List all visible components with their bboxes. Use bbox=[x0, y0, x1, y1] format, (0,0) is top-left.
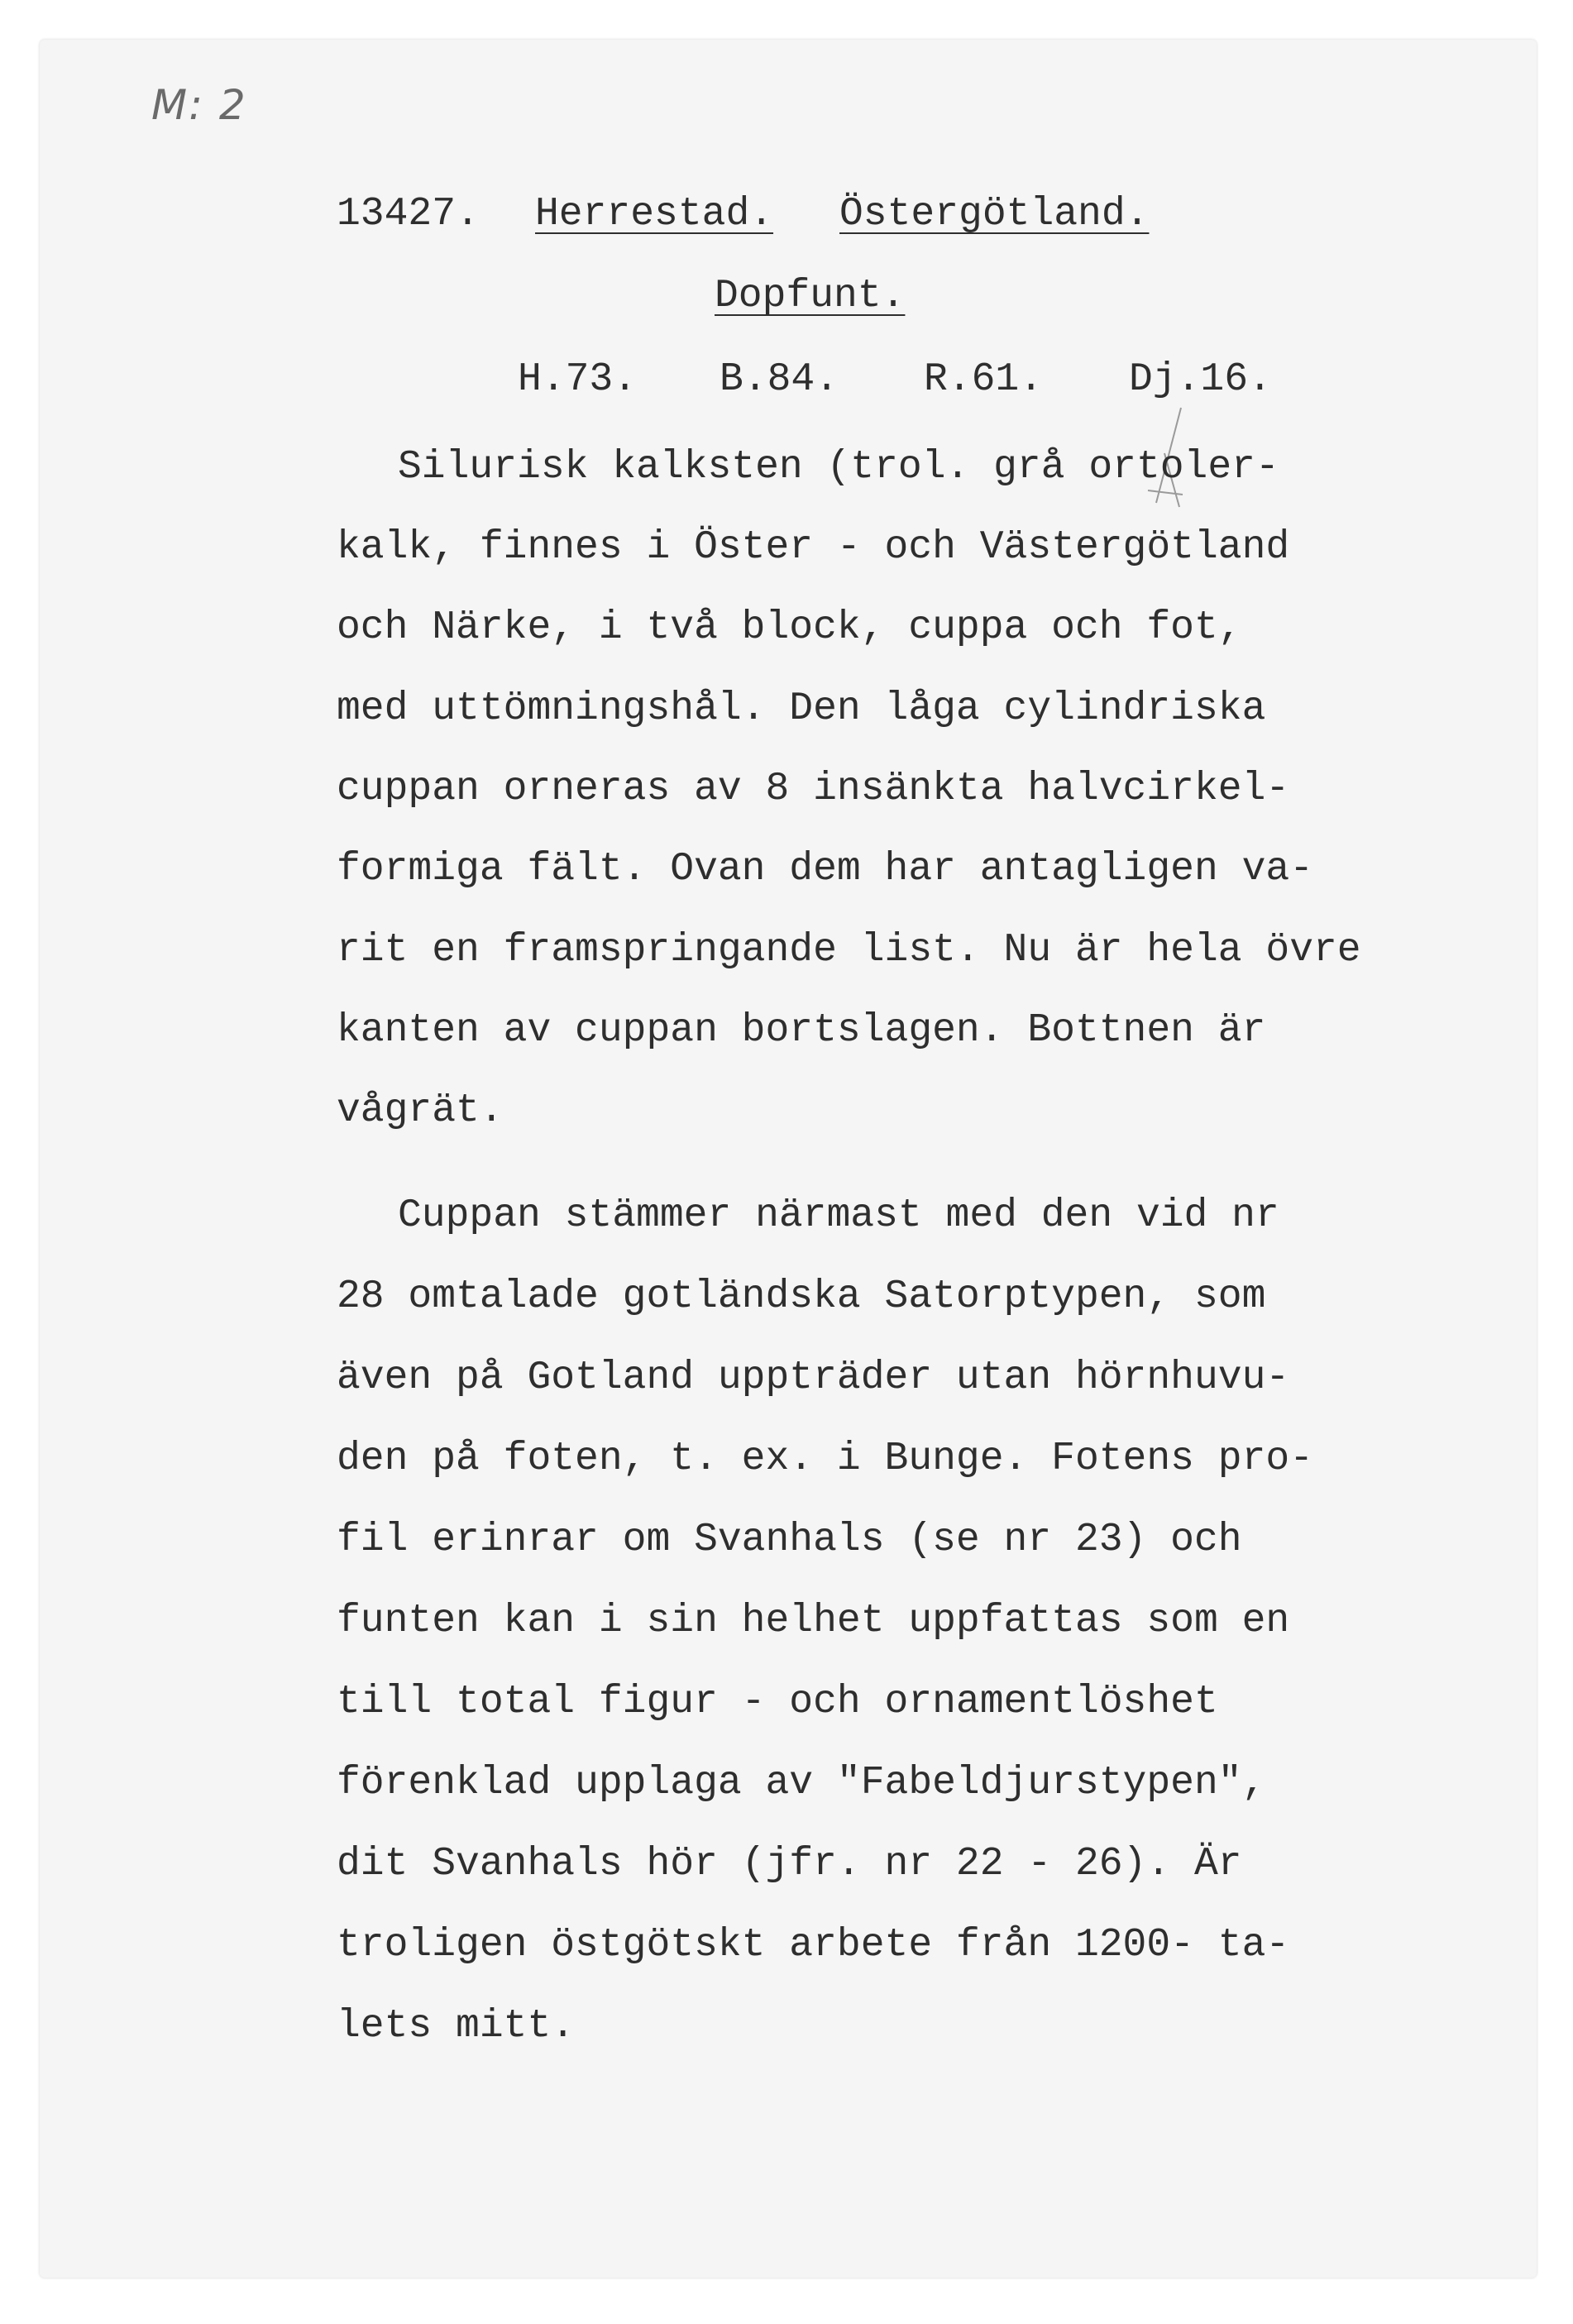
measure-r: R.61. bbox=[924, 357, 1044, 402]
measure-breadth: B.84. bbox=[720, 357, 839, 402]
object-type: Dopfunt. bbox=[715, 274, 906, 318]
para1-line-4: med uttömningshål. Den låga cylindriska bbox=[337, 686, 1266, 731]
para1-line-6: formiga fält. Ovan dem har antagligen va- bbox=[337, 847, 1313, 892]
para2-line-9: dit Svanhals hör (jfr. nr 22 - 26). Är bbox=[337, 1842, 1242, 1886]
measurements-line bbox=[40, 355, 1537, 404]
para2-line-8: förenklad upplaga av "Fabeldjurstypen", bbox=[337, 1761, 1266, 1805]
para1-line-7: rit en framspringande list. Nu är hela övre bbox=[337, 928, 1361, 973]
heading-line bbox=[40, 189, 1537, 239]
para1-line-9: vågrät. bbox=[337, 1088, 504, 1133]
para1-line-5: cuppan orneras av 8 insänkta halvcirkel- bbox=[337, 767, 1290, 811]
para1-line-1: Silurisk kalksten (trol. grå ortoler- bbox=[398, 445, 1279, 490]
para1-line-3: och Närke, i två block, cuppa och fot, bbox=[337, 605, 1242, 650]
para1-line-8: kanten av cuppan bortslagen. Bottnen är bbox=[337, 1008, 1266, 1053]
measure-height: H.73. bbox=[518, 357, 638, 402]
para2-line-7: till total figur - och ornamentlöshet bbox=[337, 1680, 1218, 1724]
para2-line-1: Cuppan stämmer närmast med den vid nr bbox=[398, 1193, 1279, 1238]
handwritten-annotation: M: 2 bbox=[151, 81, 247, 129]
measure-dj: Dj.16. bbox=[1129, 357, 1272, 402]
para2-line-6: funten kan i sin helhet uppfattas som en bbox=[337, 1599, 1290, 1643]
para1-line-2: kalk, finnes i Öster - och Västergötland bbox=[337, 525, 1290, 570]
region-name: Östergötland. bbox=[839, 192, 1150, 237]
place-name: Herrestad. bbox=[535, 192, 774, 237]
para2-line-11: lets mitt. bbox=[337, 2004, 576, 2049]
para2-line-5: fil erinrar om Svanhals (se nr 23) och bbox=[337, 1518, 1242, 1562]
document-card bbox=[40, 40, 1537, 2278]
subtitle-line bbox=[40, 271, 1537, 321]
para2-line-3: även på Gotland uppträder utan hörnhuvu- bbox=[337, 1356, 1290, 1400]
catalog-number: 13427. bbox=[337, 192, 480, 237]
para2-line-10: troligen östgötskt arbete från 1200- ta- bbox=[337, 1923, 1290, 1968]
para2-line-4: den på foten, t. ex. i Bunge. Fotens pro- bbox=[337, 1437, 1313, 1481]
para2-line-2: 28 omtalade gotländska Satorptypen, som bbox=[337, 1274, 1266, 1319]
